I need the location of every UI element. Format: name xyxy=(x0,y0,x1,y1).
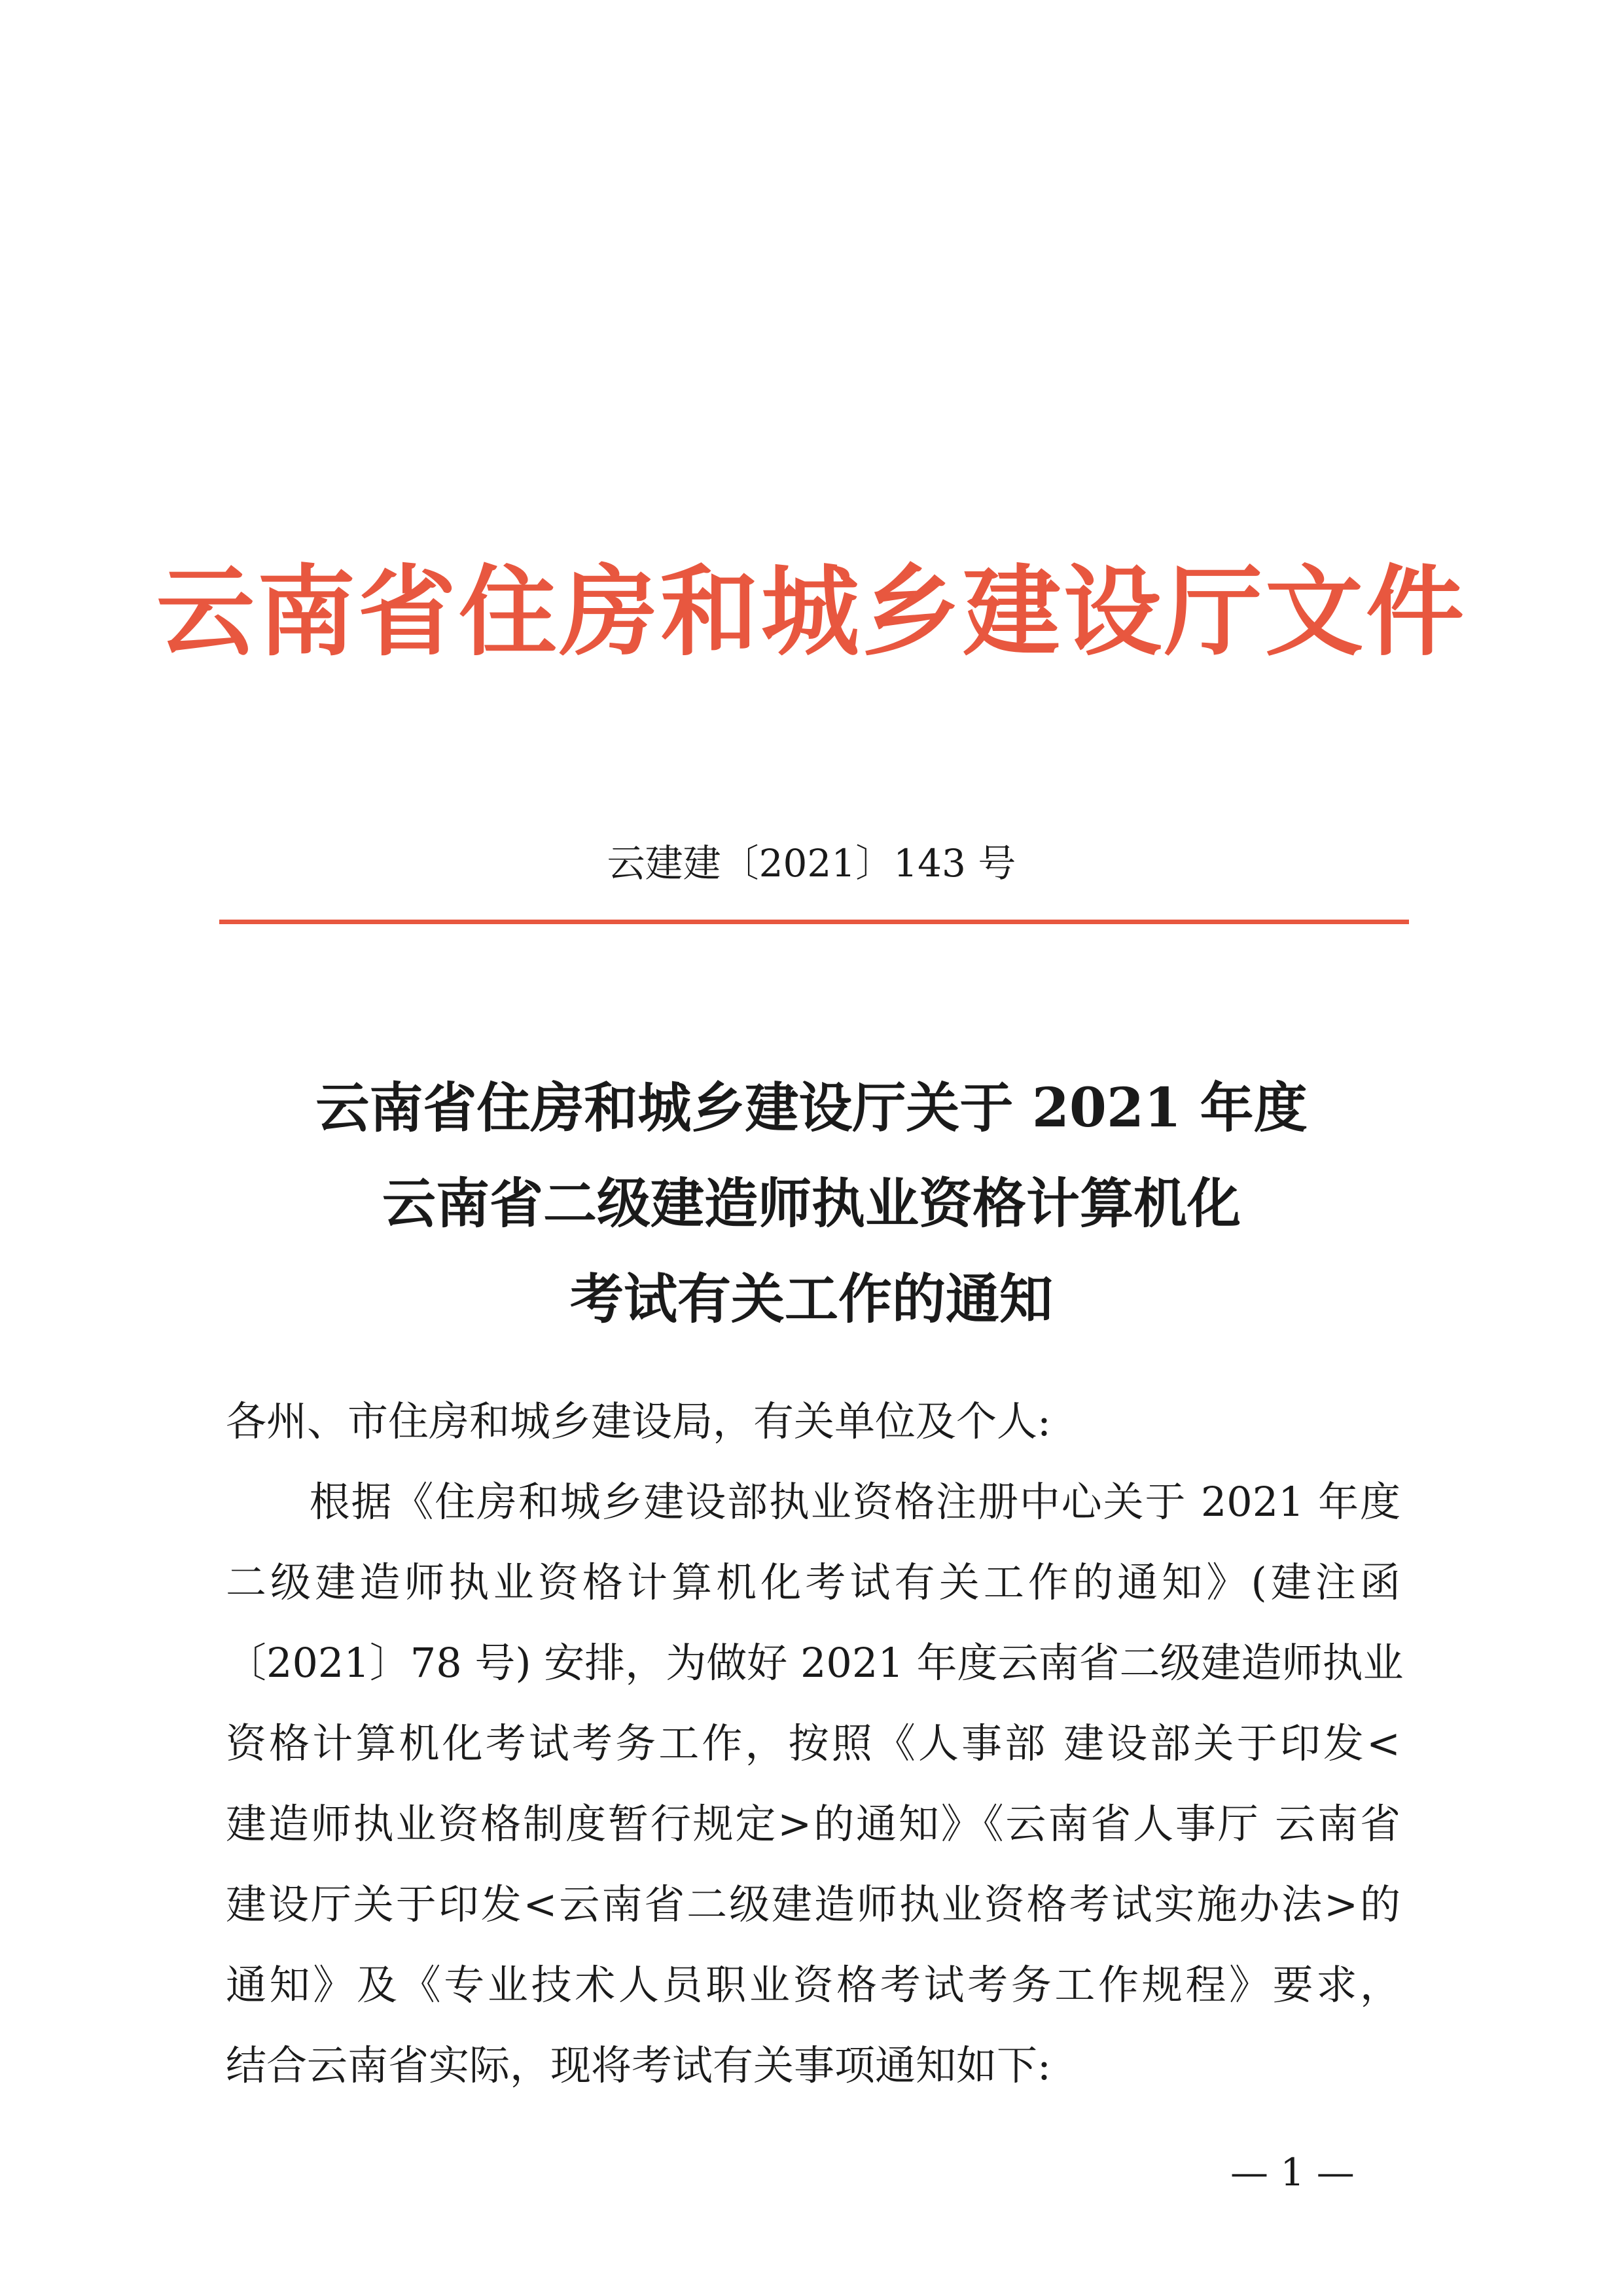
body-line-2: 二级建造师执业资格计算机化考试有关工作的通知》(建注函 xyxy=(226,1558,1400,1606)
title-line-3: 考试有关工作的通知 xyxy=(569,1268,1053,1331)
body-line-7: 通知》及《专业技术人员职业资格考试考务工作规程》要求， xyxy=(226,1961,1400,2009)
body-line-4: 资格计算机化考试考务工作，按照《人事部 建设部关于印发< xyxy=(226,1719,1400,1767)
body-line-1: 根据《住房和城乡建设部执业资格注册中心关于 2021 年度 xyxy=(226,1478,1400,1526)
document-body xyxy=(226,1381,1404,2106)
red-divider-line xyxy=(219,920,1409,924)
document-masthead: 云南省住房和城乡建设厅文件 xyxy=(156,554,1467,670)
document-number: 云建建〔2021〕143 号 xyxy=(607,841,1016,886)
page-number: — 1 — xyxy=(1230,2150,1355,2195)
body-line-8: 结合云南省实际，现将考试有关事项通知如下: xyxy=(226,2041,1051,2089)
body-line-5: 建造师执业资格制度暂行规定>的通知》《云南省人事厅 云南省 xyxy=(226,1800,1400,1848)
title-line-1: 云南省住房和城乡建设厅关于 2021 年度 xyxy=(315,1077,1308,1139)
document-title xyxy=(0,1060,1623,1347)
title-line-2: 云南省二级建造师执业资格计算机化 xyxy=(382,1172,1241,1235)
salutation-line: 各州、市住房和城乡建设局，有关单位及个人: xyxy=(226,1397,1051,1445)
body-line-3: 〔2021〕78 号) 安排，为做好 2021 年度云南省二级建造师执业 xyxy=(226,1639,1404,1687)
body-line-6: 建设厅关于印发<云南省二级建造师执业资格考试实施办法>的 xyxy=(226,1880,1400,1928)
